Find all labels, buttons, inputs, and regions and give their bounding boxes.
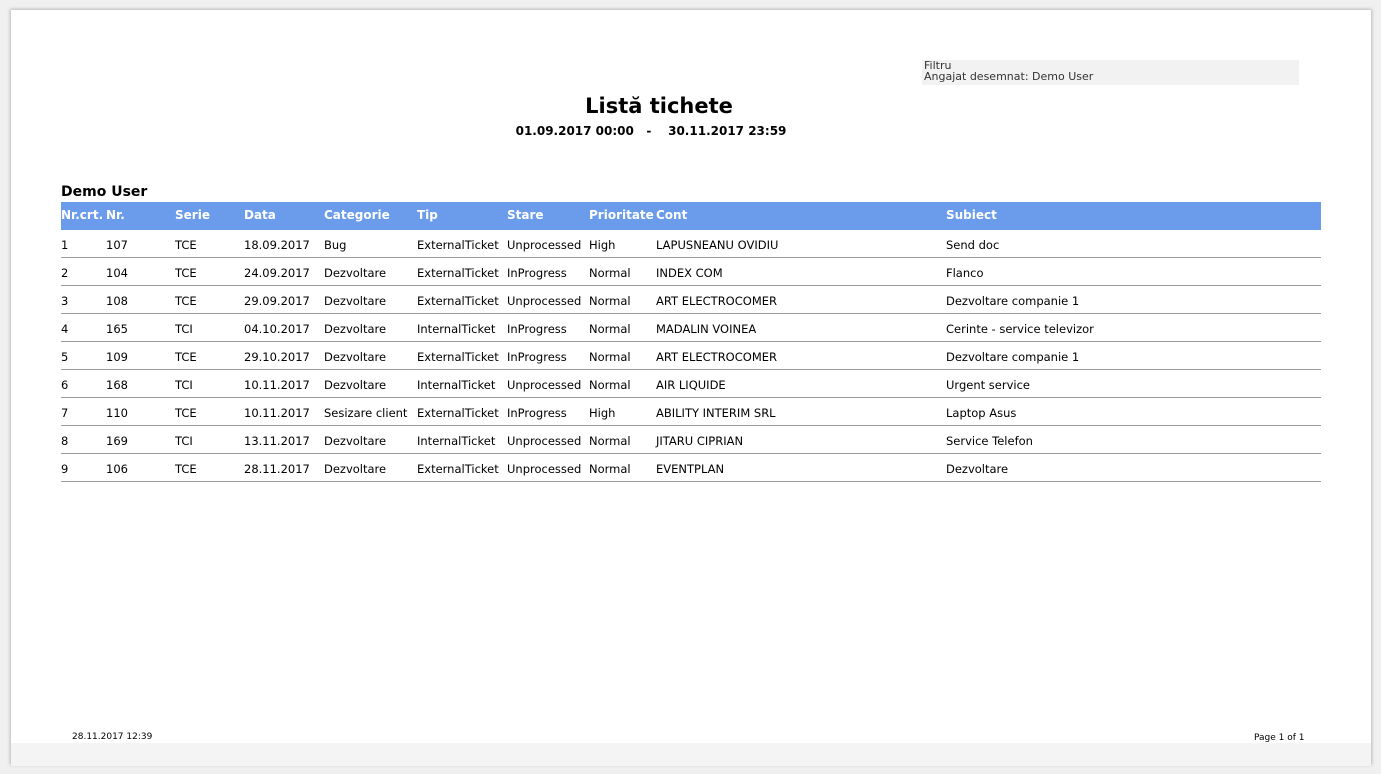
cell-categorie: Dezvoltare	[324, 434, 387, 448]
report-title: Listă tichete	[585, 94, 733, 118]
table-row	[61, 230, 1321, 258]
cell-tip: ExternalTicket	[417, 266, 499, 280]
cell-nr: 104	[106, 266, 128, 280]
column-header-tip: Tip	[417, 208, 438, 222]
cell-cont: EVENTPLAN	[656, 462, 725, 476]
cell-subiect: Dezvoltare companie 1	[946, 350, 1080, 364]
table-row	[61, 454, 1321, 482]
column-header-categorie: Categorie	[324, 208, 390, 222]
cell-stare: Unprocessed	[507, 378, 582, 392]
table-row	[61, 258, 1321, 286]
cell-serie: TCE	[175, 350, 197, 364]
cell-cont: ABILITY INTERIM SRL	[656, 406, 776, 420]
cell-nr: 110	[106, 406, 128, 420]
cell-categorie: Dezvoltare	[324, 378, 387, 392]
cell-stare: Unprocessed	[507, 434, 582, 448]
table-row	[61, 398, 1321, 426]
cell-categorie: Dezvoltare	[324, 294, 387, 308]
cell-categorie: Dezvoltare	[324, 266, 387, 280]
cell-prioritate: Normal	[589, 322, 631, 336]
table-header	[61, 202, 1321, 230]
cell-cont: JITARU CIPRIAN	[656, 434, 744, 448]
page-number: Page 1 of 1	[1254, 733, 1305, 743]
table-row	[61, 314, 1321, 342]
cell-tip: InternalTicket	[417, 378, 496, 392]
cell-tip: ExternalTicket	[417, 294, 499, 308]
cell-nr: 106	[106, 462, 128, 476]
column-header-serie: Serie	[175, 208, 210, 222]
cell-serie: TCI	[175, 322, 193, 336]
cell-prioritate: High	[589, 238, 616, 252]
cell-data: 29.09.2017	[244, 294, 310, 308]
cell-data: 13.11.2017	[244, 434, 310, 448]
cell-prioritate: Normal	[589, 294, 631, 308]
cell-nr-crt: 8	[61, 434, 69, 448]
cell-stare: Unprocessed	[507, 462, 582, 476]
cell-serie: TCE	[175, 294, 197, 308]
page-bottom-strip	[11, 743, 1371, 766]
cell-data: 10.11.2017	[244, 378, 310, 392]
cell-subiect: Send doc	[946, 238, 1000, 252]
column-header-cont: Cont	[656, 208, 688, 222]
cell-categorie: Dezvoltare	[324, 462, 387, 476]
cell-stare: Unprocessed	[507, 238, 582, 252]
cell-data: 29.10.2017	[244, 350, 310, 364]
report-period: 01.09.2017 00:00 - 30.11.2017 23:59	[515, 124, 787, 138]
cell-serie: TCE	[175, 266, 197, 280]
cell-stare: InProgress	[507, 406, 567, 420]
cell-data: 04.10.2017	[244, 322, 310, 336]
cell-serie: TCI	[175, 434, 193, 448]
cell-cont: ART ELECTROCOMER	[656, 294, 777, 308]
cell-data: 18.09.2017	[244, 238, 310, 252]
cell-tip: InternalTicket	[417, 322, 496, 336]
cell-prioritate: Normal	[589, 434, 631, 448]
filter-box	[922, 60, 1299, 85]
cell-serie: TCE	[175, 406, 197, 420]
cell-nr: 108	[106, 294, 128, 308]
cell-prioritate: High	[589, 406, 616, 420]
cell-stare: InProgress	[507, 266, 567, 280]
column-header-nr-crt: Nr.crt.	[61, 208, 104, 222]
cell-data: 28.11.2017	[244, 462, 310, 476]
cell-nr-crt: 4	[61, 322, 69, 336]
cell-subiect: Service Telefon	[946, 434, 1033, 448]
filter-value: Angajat desemnat: Demo User	[924, 70, 1094, 83]
cell-cont: AIR LIQUIDE	[656, 378, 726, 392]
table-row	[61, 342, 1321, 370]
cell-cont: LAPUSNEANU OVIDIU	[656, 238, 779, 252]
cell-nr-crt: 7	[61, 406, 69, 420]
cell-nr: 169	[106, 434, 128, 448]
cell-prioritate: Normal	[589, 378, 631, 392]
column-header-data: Data	[244, 208, 276, 222]
column-header-prioritate: Prioritate	[589, 208, 654, 222]
cell-prioritate: Normal	[589, 350, 631, 364]
cell-prioritate: Normal	[589, 462, 631, 476]
column-header-subiect: Subiect	[946, 208, 997, 222]
filter-label: Filtru	[924, 59, 952, 72]
tickets-table	[61, 202, 1321, 482]
cell-nr-crt: 2	[61, 266, 69, 280]
table-row	[61, 286, 1321, 314]
cell-data: 24.09.2017	[244, 266, 310, 280]
column-header-nr: Nr.	[106, 208, 125, 222]
cell-nr: 107	[106, 238, 128, 252]
cell-subiect: Urgent service	[946, 378, 1030, 392]
cell-serie: TCE	[175, 462, 197, 476]
cell-nr-crt: 3	[61, 294, 69, 308]
cell-tip: ExternalTicket	[417, 350, 499, 364]
table-row	[61, 370, 1321, 398]
column-header-stare: Stare	[507, 208, 544, 222]
cell-data: 10.11.2017	[244, 406, 310, 420]
cell-categorie: Dezvoltare	[324, 322, 387, 336]
cell-stare: InProgress	[507, 322, 567, 336]
cell-subiect: Flanco	[946, 266, 984, 280]
cell-stare: Unprocessed	[507, 294, 582, 308]
cell-serie: TCE	[175, 238, 197, 252]
cell-tip: ExternalTicket	[417, 406, 499, 420]
cell-categorie: Bug	[324, 238, 347, 252]
cell-tip: ExternalTicket	[417, 238, 499, 252]
cell-tip: ExternalTicket	[417, 462, 499, 476]
cell-categorie: Dezvoltare	[324, 350, 387, 364]
cell-tip: InternalTicket	[417, 434, 496, 448]
cell-subiect: Dezvoltare companie 1	[946, 294, 1080, 308]
cell-serie: TCI	[175, 378, 193, 392]
cell-subiect: Cerinte - service televizor	[946, 322, 1094, 336]
cell-categorie: Sesizare client	[324, 406, 408, 420]
printed-timestamp: 28.11.2017 12:39	[72, 732, 153, 742]
cell-nr-crt: 1	[61, 238, 69, 252]
cell-cont: INDEX COM	[656, 266, 723, 280]
group-title: Demo User	[61, 184, 148, 200]
cell-nr: 109	[106, 350, 128, 364]
cell-prioritate: Normal	[589, 266, 631, 280]
cell-stare: InProgress	[507, 350, 567, 364]
cell-nr-crt: 9	[61, 462, 69, 476]
cell-nr-crt: 5	[61, 350, 69, 364]
table-row	[61, 426, 1321, 454]
cell-subiect: Laptop Asus	[946, 406, 1017, 420]
cell-cont: ART ELECTROCOMER	[656, 350, 777, 364]
cell-nr-crt: 6	[61, 378, 69, 392]
cell-cont: MADALIN VOINEA	[656, 322, 757, 336]
cell-nr: 165	[106, 322, 128, 336]
cell-subiect: Dezvoltare	[946, 462, 1009, 476]
cell-nr: 168	[106, 378, 128, 392]
